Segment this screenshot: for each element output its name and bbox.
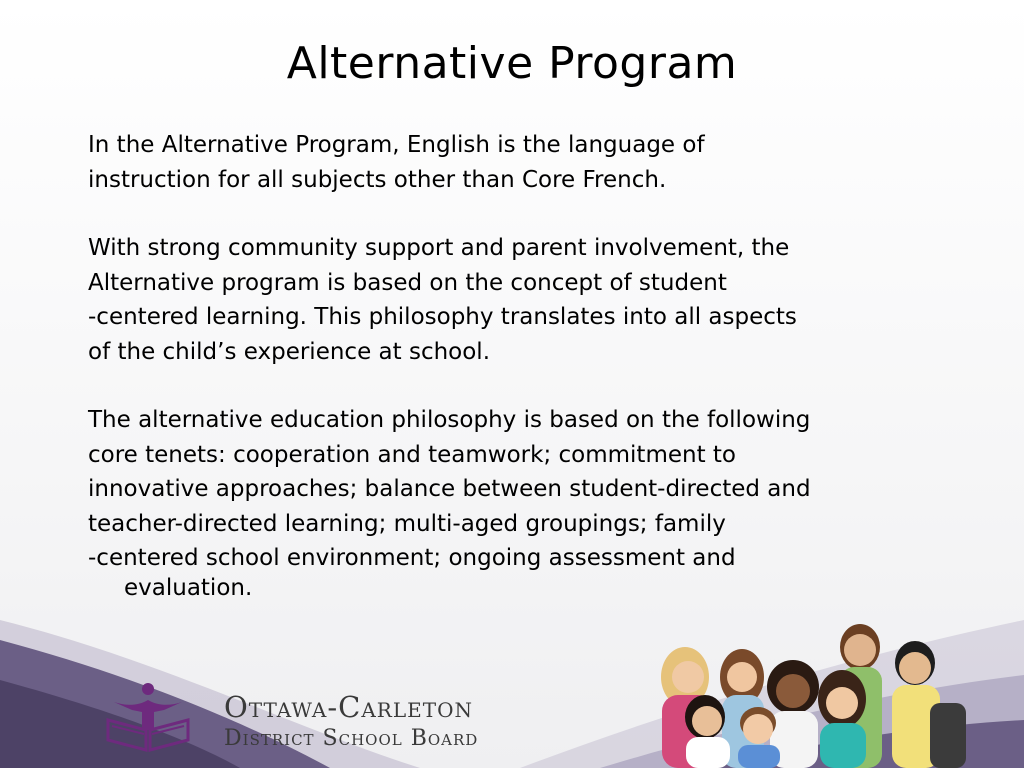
body-line: instruction for all subjects other than Core French. <box>88 166 667 193</box>
paragraph-philosophy <box>88 231 928 369</box>
person-with-book-icon <box>106 680 190 752</box>
body-line: evaluation. <box>124 574 253 601</box>
body-line: core tenets: cooperation and teamwork; commitment to <box>88 441 736 468</box>
slide-title: Alternative Program <box>286 38 738 89</box>
body-line: innovative approaches; balance between student-directed and <box>88 476 811 502</box>
body-line: of the child’s experience at school. <box>88 338 491 365</box>
body-line: -centered school environment; ongoing assessment and <box>88 545 736 571</box>
board-name-line2: District School Board <box>224 726 479 751</box>
paragraph-core-tenets <box>88 403 928 600</box>
body-line: With strong community support and parent involvement, the <box>88 235 790 261</box>
body-line: The alternative education philosophy is based on the following <box>88 407 811 433</box>
paragraph-language <box>88 128 928 197</box>
students-group-photo <box>630 615 1024 768</box>
body-line: teacher-directed learning; multi-aged groupings; family <box>88 510 726 537</box>
body-line: -centered learning. This philosophy translates into all aspects <box>88 304 797 330</box>
board-name-line1: Ottawa-Carleton <box>224 690 473 724</box>
body-line: Alternative program is based on the concept of student <box>88 269 727 296</box>
body-line: In the Alternative Program, English is the language of <box>88 132 705 158</box>
slide-body <box>88 128 928 600</box>
